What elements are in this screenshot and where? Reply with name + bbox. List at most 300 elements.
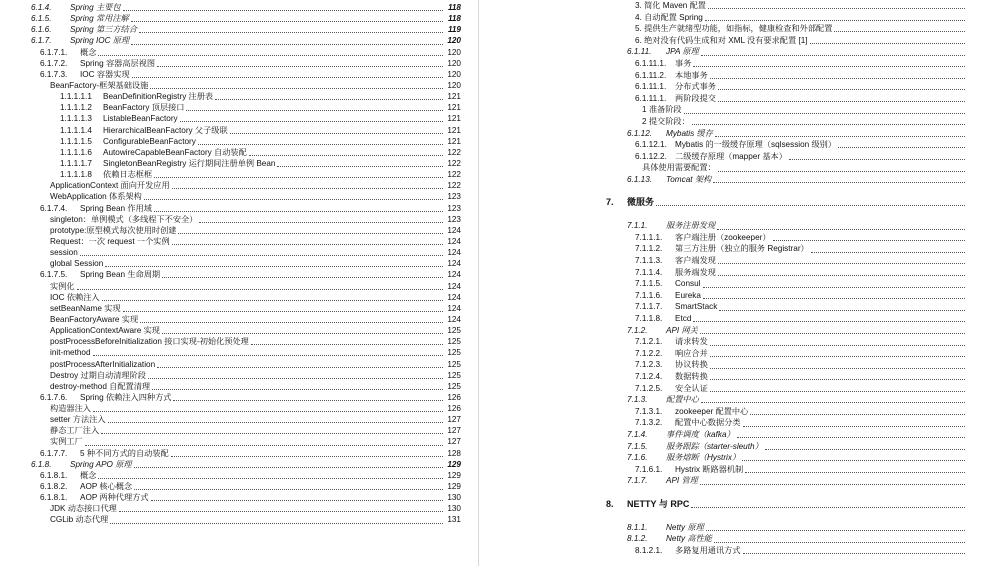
toc-entry[interactable]	[0, 247, 478, 258]
toc-leader-dots	[139, 32, 443, 33]
toc-leader-dots	[249, 155, 443, 156]
toc-entry-title: 分布式事务	[675, 82, 716, 92]
toc-entry-number: 6.1.11.	[627, 47, 652, 57]
toc-entry-number: 6.1.8.	[31, 459, 52, 469]
toc-entry-number: 8.1.1.	[627, 522, 648, 532]
toc-entry-title: API 管理	[666, 476, 698, 486]
toc-leader-dots	[773, 240, 965, 241]
toc-entry-number: 6.1.5.	[31, 14, 52, 24]
toc-leader-dots	[93, 355, 443, 356]
toc-entry-title: API 网关	[666, 325, 698, 335]
toc-entry-number: 7.1.1.8.	[635, 314, 663, 324]
toc-entry[interactable]	[0, 13, 478, 24]
toc-entry-title: 两阶段提交	[675, 93, 716, 103]
toc-entry[interactable]	[0, 470, 478, 481]
toc-leader-dots	[743, 553, 965, 554]
toc-leader-dots	[742, 460, 965, 461]
toc-entry[interactable]	[534, 139, 983, 151]
toc-entry-title: Spring Bean 生命周期	[80, 270, 161, 280]
toc-page-number: 123	[447, 214, 461, 224]
toc-entry-title: AOP 两种代理方式	[80, 493, 149, 503]
toc-page-number: 121	[447, 103, 461, 113]
toc-entry[interactable]	[0, 281, 478, 292]
toc-entry-title: 构造器注入	[50, 404, 91, 414]
toc-leader-dots	[838, 147, 965, 148]
toc-entry-title: 实例工厂	[50, 437, 83, 447]
toc-entry-number: 6.1.4.	[31, 3, 52, 12]
toc-entry-number: 6.1.11.1.	[635, 82, 667, 92]
toc-entry[interactable]	[0, 359, 478, 370]
toc-entry-number: 7.1.2.5.	[635, 383, 663, 393]
toc-leader-dots	[162, 333, 443, 334]
toc-leader-dots	[171, 456, 443, 457]
toc-leader-dots	[98, 55, 443, 56]
toc-page-number: 125	[447, 381, 461, 391]
toc-entry[interactable]	[534, 267, 983, 279]
toc-leader-dots	[98, 478, 443, 479]
toc-entry-number: 8.1.2.1.	[635, 545, 663, 555]
toc-entry[interactable]	[534, 510, 983, 522]
toc-page-number: 127	[447, 437, 461, 447]
toc-entry-title: 客户端发现	[675, 256, 716, 266]
toc-leader-dots	[743, 426, 965, 427]
toc-leader-dots	[710, 368, 965, 369]
toc-leader-dots	[178, 233, 443, 234]
toc-leader-dots	[737, 437, 965, 438]
toc-entry-title: BeanFactory-框架基础设施	[50, 80, 149, 90]
toc-leader-dots	[750, 414, 965, 415]
toc-entry[interactable]	[534, 81, 983, 93]
toc-entry[interactable]	[534, 278, 983, 290]
toc-entry-title: Mybatis 的一级缓存原理（sqlsession 级别）	[675, 140, 837, 150]
toc-leader-dots	[80, 255, 443, 256]
toc-entry[interactable]	[0, 481, 478, 492]
toc-entry[interactable]	[534, 116, 983, 128]
toc-entry-number: 7.1.1.	[627, 221, 648, 231]
toc-entry[interactable]	[0, 214, 478, 225]
toc-entry-title: 服务端发现	[675, 267, 716, 277]
toc-entry-title: AutowireCapableBeanFactory 自动装配	[103, 147, 247, 157]
toc-page-number: 121	[447, 92, 461, 102]
toc-leader-dots	[701, 55, 965, 56]
toc-entry[interactable]	[0, 314, 478, 325]
toc-page-number: 126	[447, 404, 461, 414]
toc-leader-dots	[157, 367, 443, 368]
toc-entry-title: Spring Bean 作用域	[80, 203, 152, 213]
toc-entry-title: zookeeper 配置中心	[675, 406, 749, 416]
toc-entry[interactable]	[534, 174, 983, 186]
toc-entry-title: 服务跟踪（starter-sleuth）	[666, 441, 763, 451]
toc-entry-number: 7.1.1.6.	[635, 290, 663, 300]
toc-page-number: 120	[447, 47, 461, 57]
toc-entry[interactable]	[534, 348, 983, 360]
toc-page-number: 130	[447, 504, 461, 514]
toc-entry-number: 7.1.3.2.	[635, 418, 663, 428]
toc-entry[interactable]	[0, 169, 478, 180]
toc-entry[interactable]	[0, 459, 478, 470]
toc-entry[interactable]	[534, 104, 983, 116]
toc-page-number: 120	[447, 80, 461, 90]
toc-entry[interactable]	[0, 347, 478, 358]
toc-entry-number: 7.1.1.4.	[635, 267, 663, 277]
toc-entry[interactable]	[534, 23, 983, 35]
toc-leader-dots	[172, 188, 443, 189]
toc-entry-title: 请求转发	[675, 337, 708, 347]
toc-page-number: 122	[447, 158, 461, 168]
toc-entry[interactable]	[0, 147, 478, 158]
toc-entry-number: 1.1.1.1.2	[60, 103, 92, 113]
toc-entry[interactable]	[534, 406, 983, 418]
toc-entry-title: Etcd	[675, 314, 692, 324]
toc-entry-title: 服务注册发现	[666, 221, 716, 231]
toc-entry[interactable]	[0, 381, 478, 392]
toc-page-number: 122	[447, 181, 461, 191]
toc-entry-title: 安全认证	[675, 383, 708, 393]
toc-page-number: 125	[447, 359, 461, 369]
right-page	[534, 0, 983, 566]
toc-entry-number: 6.1.7.7.	[40, 448, 68, 458]
toc-entry[interactable]	[0, 392, 478, 403]
toc-entry-number: 7.1.6.1.	[635, 464, 663, 474]
toc-entry-title: Mybatis 缓存	[666, 128, 713, 138]
toc-entry-title: 配置中心数据分类	[675, 418, 741, 428]
toc-page-number: 122	[447, 170, 461, 180]
toc-leader-dots	[131, 44, 443, 45]
toc-entry[interactable]	[534, 58, 983, 70]
toc-entry-title: init-method	[50, 348, 91, 358]
toc-entry[interactable]	[534, 383, 983, 395]
toc-entry[interactable]	[0, 102, 478, 113]
toc-entry[interactable]	[534, 359, 983, 371]
toc-entry[interactable]	[0, 2, 478, 13]
toc-entry-title: prototype:原型模式每次使用时创建	[50, 225, 177, 235]
toc-entry[interactable]	[534, 290, 983, 302]
toc-entry[interactable]	[0, 303, 478, 314]
toc-leader-dots	[706, 530, 965, 531]
toc-entry-title: 4. 自动配置 Spring	[635, 12, 703, 22]
toc-entry-number: 6.1.7.6.	[40, 392, 68, 402]
toc-entry[interactable]	[0, 180, 478, 191]
toc-entry-title: BeanFactory 顶层接口	[103, 103, 185, 113]
toc-entry-title: JPA 原理	[666, 47, 699, 57]
toc-entry-number: 7.1.2.3.	[635, 360, 663, 370]
toc-entry[interactable]	[0, 403, 478, 414]
toc-entry-number: 6.1.12.1.	[635, 140, 667, 150]
toc-entry-title: AOP 核心概念	[80, 482, 133, 492]
toc-leader-dots	[77, 289, 443, 290]
toc-entry-number: 6.1.12.	[627, 128, 653, 138]
toc-entry-title: JDK 动态接口代理	[50, 504, 117, 514]
toc-entry[interactable]	[534, 336, 983, 348]
toc-entry-title: setter 方法注入	[50, 415, 106, 425]
toc-entry[interactable]	[534, 46, 983, 58]
toc-entry-number: 7.	[606, 197, 614, 208]
toc-leader-dots	[140, 322, 443, 323]
toc-entry-title: Tomcat 架构	[666, 174, 712, 184]
toc-entry[interactable]	[534, 12, 983, 24]
toc-leader-dots	[765, 449, 965, 450]
toc-entry-title: Spring 依赖注入四种方式	[80, 392, 172, 402]
toc-entry[interactable]	[534, 128, 983, 140]
toc-page-number: 121	[447, 125, 461, 135]
toc-entry-number: 6.1.12.2.	[635, 151, 667, 161]
toc-entry[interactable]	[0, 269, 478, 280]
toc-entry[interactable]	[0, 113, 478, 124]
toc-entry-title: BeanDefinitionRegistry 注册表	[103, 92, 214, 102]
toc-entry-title: Spring IOC 原理	[70, 36, 130, 46]
toc-entry-number: 7.1.2.4.	[635, 372, 663, 381]
toc-entry-title: postProcessAfterInitialization	[50, 359, 156, 369]
toc-entry[interactable]	[534, 70, 983, 82]
toc-entry[interactable]	[0, 80, 478, 91]
toc-entry-title: 微服务	[627, 197, 655, 208]
toc-entry-number: 7.1.1.5.	[635, 279, 663, 289]
toc-entry[interactable]	[534, 301, 983, 313]
toc-entry[interactable]	[534, 545, 983, 557]
toc-leader-dots	[134, 467, 443, 468]
toc-entry-number: 6.1.7.2.	[40, 58, 68, 68]
toc-entry[interactable]	[0, 370, 478, 381]
toc-entry[interactable]	[0, 91, 478, 102]
toc-leader-dots	[700, 333, 965, 334]
toc-page-number: 124	[447, 270, 461, 280]
toc-entry[interactable]	[534, 313, 983, 325]
toc-entry[interactable]	[534, 487, 983, 499]
toc-entry[interactable]	[534, 93, 983, 105]
toc-entry[interactable]	[0, 503, 478, 514]
toc-leader-dots	[710, 345, 965, 346]
toc-page-number: 123	[447, 192, 461, 202]
toc-entry[interactable]	[0, 292, 478, 303]
toc-entry[interactable]	[534, 522, 983, 534]
toc-entry-number: 7.1.1.2.	[635, 244, 663, 254]
toc-entry-title: ListableBeanFactory	[103, 114, 178, 124]
toc-entry-title: BeanFactoryAware 实现	[50, 314, 139, 324]
toc-entry-number: 7.1.3.1.	[635, 406, 663, 416]
toc-page-number: 127	[447, 415, 461, 425]
toc-entry[interactable]	[0, 414, 478, 425]
toc-entry-title: 第三方注册（独立的服务 Registrar）	[675, 244, 809, 254]
toc-entry[interactable]	[534, 464, 983, 476]
toc-leader-dots	[718, 171, 965, 172]
toc-page-number: 121	[447, 136, 461, 146]
toc-leader-dots	[717, 229, 965, 230]
toc-entry[interactable]	[0, 69, 478, 80]
toc-entry-title: Eureka	[675, 290, 701, 300]
toc-entry[interactable]	[534, 197, 983, 209]
toc-entry-title: 5. 提供生产就绪型功能，如指标，健康检查和外部配置	[635, 24, 833, 34]
toc-entry[interactable]	[0, 136, 478, 147]
toc-leader-dots	[102, 300, 443, 301]
toc-entry-title: 配置中心	[666, 395, 699, 405]
toc-entry-number: 8.1.2.	[627, 534, 648, 544]
toc-entry[interactable]	[534, 232, 983, 244]
toc-leader-dots	[85, 445, 443, 446]
toc-page-number: 129	[447, 459, 461, 469]
toc-leader-dots	[705, 20, 965, 21]
toc-entry-number: 6.1.11.2.	[635, 70, 667, 80]
toc-entry[interactable]	[0, 203, 478, 214]
toc-leader-dots	[714, 542, 965, 543]
toc-page-number: 124	[447, 248, 461, 258]
toc-entry[interactable]	[534, 429, 983, 441]
toc-entry[interactable]	[534, 533, 983, 545]
toc-entry-title: 1 准备阶段	[642, 105, 682, 115]
toc-entry[interactable]	[0, 514, 478, 525]
toc-leader-dots	[719, 310, 965, 311]
toc-page-number: 125	[447, 326, 461, 336]
toc-entry[interactable]	[534, 394, 983, 406]
toc-leader-dots	[162, 277, 443, 278]
toc-entry[interactable]	[534, 325, 983, 337]
toc-entry-number: 6.1.8.1.	[40, 470, 68, 480]
toc-entry-title: ApplicationContext 面向开发应用	[50, 181, 170, 191]
toc-entry-title: 依赖日志框框	[103, 170, 153, 180]
toc-leader-dots	[656, 205, 965, 206]
toc-entry[interactable]	[534, 35, 983, 47]
toc-entry[interactable]	[0, 492, 478, 503]
toc-entry[interactable]	[534, 243, 983, 255]
toc-leader-dots	[708, 8, 965, 9]
toc-leader-dots	[215, 99, 443, 100]
toc-page-number: 131	[447, 515, 461, 525]
toc-entry-number: 7.1.5.	[627, 441, 648, 451]
toc-entry[interactable]	[534, 209, 983, 221]
toc-entry-title: 事件调度（kafka）	[666, 429, 735, 439]
toc-entry[interactable]	[0, 236, 478, 247]
toc-leader-dots	[105, 266, 443, 267]
toc-entry[interactable]	[0, 24, 478, 35]
right-toc	[534, 0, 983, 557]
toc-leader-dots	[180, 121, 443, 122]
toc-entry[interactable]	[0, 225, 478, 236]
toc-page-number: 118	[447, 14, 461, 24]
toc-leader-dots	[811, 252, 965, 253]
toc-entry-title: Spring 主要包	[70, 3, 121, 12]
toc-entry-title: 二级缓存原理（mapper 基本）	[675, 151, 787, 161]
toc-entry[interactable]	[0, 58, 478, 69]
toc-entry-title: 多路复用通讯方式	[675, 545, 741, 555]
toc-leader-dots	[198, 144, 443, 145]
toc-entry[interactable]	[0, 158, 478, 169]
toc-entry-number: 6.1.7.3.	[40, 69, 68, 79]
toc-leader-dots	[123, 10, 443, 11]
toc-entry[interactable]	[0, 125, 478, 136]
toc-entry-title: ApplicationContextAware 实现	[50, 326, 160, 336]
toc-entry[interactable]	[534, 441, 983, 453]
toc-entry[interactable]	[0, 425, 478, 436]
toc-leader-dots	[810, 43, 965, 44]
toc-page-number: 125	[447, 337, 461, 347]
toc-entry[interactable]	[534, 186, 983, 198]
toc-entry-title: Consul	[675, 279, 701, 289]
toc-entry[interactable]	[534, 417, 983, 429]
toc-entry-number: 6.1.6.	[31, 25, 52, 35]
toc-leader-dots	[691, 507, 965, 508]
toc-entry-title: Hystrix 断路器机制	[675, 464, 744, 474]
toc-leader-dots	[745, 472, 965, 473]
toc-entry-title: 静态工厂注入	[50, 426, 100, 436]
toc-entry-number: 6.1.7.4.	[40, 203, 68, 213]
toc-leader-dots	[173, 400, 443, 401]
toc-leader-dots	[186, 110, 443, 111]
toc-entry-title: 概念	[80, 470, 97, 480]
toc-entry-number: 7.1.1.1.	[635, 232, 663, 242]
toc-entry-number: 6.1.7.1.	[40, 47, 68, 57]
toc-leader-dots	[700, 484, 965, 485]
left-page-edge	[478, 0, 479, 566]
toc-entry-number: 7.1.7.	[627, 476, 648, 486]
toc-leader-dots	[718, 89, 965, 90]
toc-page-number: 129	[447, 470, 461, 480]
toc-leader-dots	[277, 166, 443, 167]
toc-entry[interactable]	[0, 448, 478, 459]
toc-entry-number: 6.1.7.	[31, 36, 52, 46]
toc-leader-dots	[101, 433, 443, 434]
toc-entry[interactable]	[0, 191, 478, 202]
toc-entry-title: Destroy 过期自动清理阶段	[50, 370, 146, 380]
toc-page-number: 126	[447, 392, 461, 402]
toc-leader-dots	[132, 77, 443, 78]
toc-entry-number: 6.1.13.	[627, 174, 653, 184]
toc-leader-dots	[693, 321, 965, 322]
toc-entry-number: 6.1.8.2.	[40, 482, 68, 492]
toc-entry[interactable]	[534, 499, 983, 511]
toc-leader-dots	[148, 378, 443, 379]
toc-entry[interactable]	[534, 0, 983, 12]
toc-entry-title: Spring 常用注解	[70, 14, 129, 24]
toc-entry[interactable]	[0, 47, 478, 58]
toc-leader-dots	[684, 113, 965, 114]
toc-entry-number: 7.1.6.	[627, 453, 648, 463]
toc-entry-title: destroy-method 自配置清理	[50, 381, 151, 391]
toc-page-number: 128	[447, 448, 461, 458]
toc-page-number: 120	[447, 69, 461, 79]
toc-entry[interactable]	[0, 325, 478, 336]
toc-entry[interactable]	[534, 475, 983, 487]
toc-leader-dots	[718, 101, 965, 102]
toc-leader-dots	[230, 133, 443, 134]
toc-entry-number: 6.1.8.1.	[40, 493, 68, 503]
toc-entry-title: Spring APO 原理	[70, 459, 132, 469]
left-toc	[0, 0, 478, 526]
toc-entry[interactable]	[534, 151, 983, 163]
toc-page-number: 118	[447, 3, 461, 12]
toc-page-number: 125	[447, 348, 461, 358]
toc-page-number: 119	[447, 25, 461, 35]
toc-entry-title: 6. 绝对没有代码生成和对 XML 没有要求配置 [1]	[635, 35, 808, 45]
toc-entry-number: 7.1.3.	[627, 395, 648, 405]
toc-leader-dots	[710, 391, 965, 392]
toc-entry-number: 7.1.2.1.	[635, 337, 663, 347]
toc-entry[interactable]	[534, 220, 983, 232]
toc-entry-title: Spring 第三方结合	[70, 25, 137, 35]
toc-page-number: 124	[447, 259, 461, 269]
toc-entry[interactable]	[0, 258, 478, 269]
toc-entry[interactable]	[534, 371, 983, 383]
toc-entry[interactable]	[0, 436, 478, 447]
toc-entry[interactable]	[534, 255, 983, 267]
toc-entry-number: 1.1.1.1.1	[60, 92, 92, 102]
toc-entry-title: 2 提交阶段：	[642, 116, 690, 126]
toc-entry[interactable]	[0, 35, 478, 46]
toc-entry-title: Spring 容器高层视图	[80, 58, 156, 68]
toc-entry[interactable]	[0, 336, 478, 347]
toc-entry-number: 7.1.2.	[627, 325, 648, 335]
toc-entry[interactable]	[534, 452, 983, 464]
toc-entry-title: WebApplication 体系架构	[50, 192, 142, 202]
toc-entry[interactable]	[534, 162, 983, 174]
